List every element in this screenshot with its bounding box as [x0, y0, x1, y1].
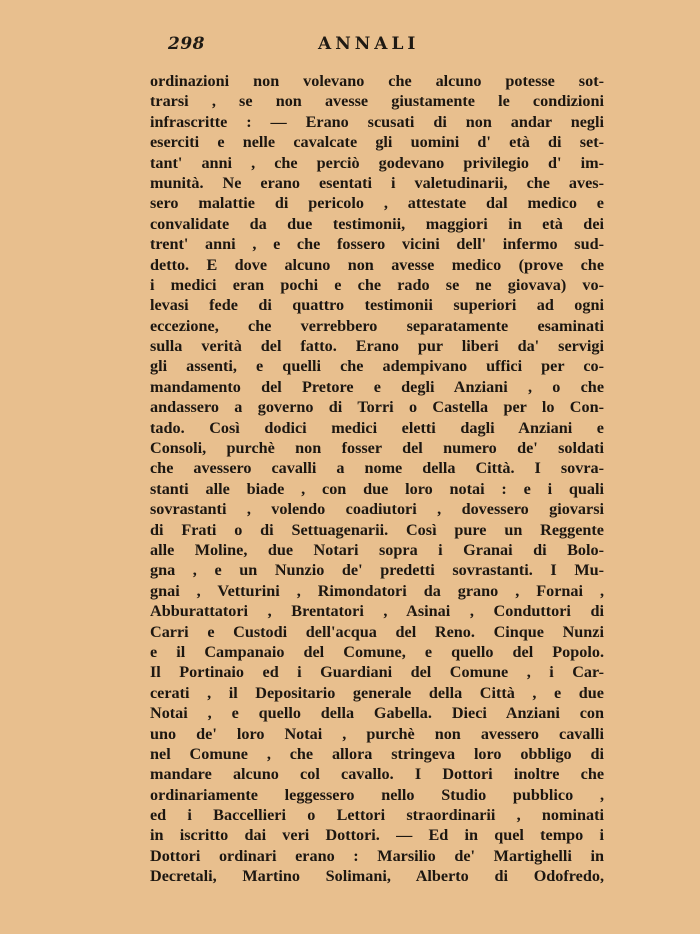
text-line: in iscritto dai veri Dottori. — Ed in quel tempo i	[150, 826, 604, 845]
text-line: tado. Così dodici medici eletti dagli Anziani e	[150, 418, 604, 437]
text-line: gna , e un Nunzio de' predetti sovrastanti. I Mu-	[150, 561, 604, 580]
text-line: di Frati o di Settuagenarii. Così pure un Reggente	[150, 520, 604, 539]
text-line: ordinariamente leggessero nello Studio pubblico ,	[150, 785, 604, 804]
text-line: munità. Ne erano esentati i valetudinarii, che aves-	[150, 173, 604, 192]
text-line: uno de' loro Notai , purchè non avessero cavalli	[150, 724, 604, 743]
text-line: convalidate da due testimonii, maggiori in età dei	[150, 214, 604, 233]
text-line: Carri e Custodi dell'acqua del Reno. Cinque Nunzi	[150, 622, 604, 641]
text-line: e il Campanaio del Comune, e quello del Popolo.	[150, 642, 604, 661]
text-line: alle Moline, due Notari sopra i Granai di Bolo-	[150, 540, 604, 559]
text-line: cerati , il Depositario generale della Città , e due	[150, 683, 604, 702]
text-line: i medici eran pochi e che rado se ne giovava) vo-	[150, 275, 604, 294]
text-line: che avessero cavalli a nome della Città. I sovra-	[150, 459, 604, 478]
text-line: levasi fede di quattro testimonii superiori ad ogni	[150, 296, 604, 315]
text-line: ordinazioni non volevano che alcuno potesse sot-	[150, 72, 604, 90]
text-line: trent' anni , e che fossero vicini dell' infermo sud-	[150, 235, 604, 254]
text-line: tant' anni , che perciò godevano privilegio d' im-	[150, 153, 604, 172]
text-line: stanti alle biade , con due loro notai : e i quali	[150, 479, 604, 498]
text-line: infrascritte : — Erano scusati di non andar negli	[150, 112, 604, 131]
text-line: eserciti e nelle cavalcate gli uomini d' età di set-	[150, 133, 604, 152]
text-line: sero malattie di pericolo , attestate dal medico e	[150, 194, 604, 213]
text-line: nel Comune , che allora stringeva loro obbligo di	[150, 744, 604, 763]
text-line: Il Portinaio ed i Guardiani del Comune , i Car-	[150, 663, 604, 682]
text-line: mandare alcuno col cavallo. I Dottori inoltre che	[150, 765, 604, 784]
text-line: sovrastanti , volendo coadiutori , dovessero giovarsi	[150, 500, 604, 519]
text-line: Decretali, Martino Solimani, Alberto di Odofredo,	[150, 867, 604, 886]
text-line: Notai , e quello della Gabella. Dieci Anziani con	[150, 704, 604, 723]
text-line: Dottori ordinari erano : Marsilio de' Martighelli in	[150, 846, 604, 865]
text-line: gli assenti, e quelli che adempivano uffici per co-	[150, 357, 604, 376]
text-line: eccezione, che verrebbero separatamente esaminati	[150, 316, 604, 335]
text-line: ed i Baccellieri o Lettori straordinarii , nominati	[150, 806, 604, 825]
text-line: sulla verità del fatto. Erano pur liberi da' servigi	[150, 337, 604, 356]
text-line: detto. E dove alcuno non avesse medico (prove che	[150, 255, 604, 274]
text-line: trarsi , se non avesse giustamente le condizioni	[150, 92, 604, 111]
text-line: gnai , Vetturini , Rimondatori da grano , Fornai ,	[150, 581, 604, 600]
body-text	[150, 71, 604, 887]
text-line: Consoli, purchè non fosser del numero de' soldati	[150, 439, 604, 458]
text-line: mandamento del Pretore e degli Anziani , o che	[150, 377, 604, 396]
running-head: ANNALI	[318, 34, 420, 54]
text-line: andassero a governo di Torri o Castella per lo Con-	[150, 398, 604, 417]
page-number: 298	[168, 34, 205, 54]
text-line: Abburattatori , Brentatori , Asinai , Conduttori di	[150, 602, 604, 621]
page-header	[168, 34, 600, 58]
